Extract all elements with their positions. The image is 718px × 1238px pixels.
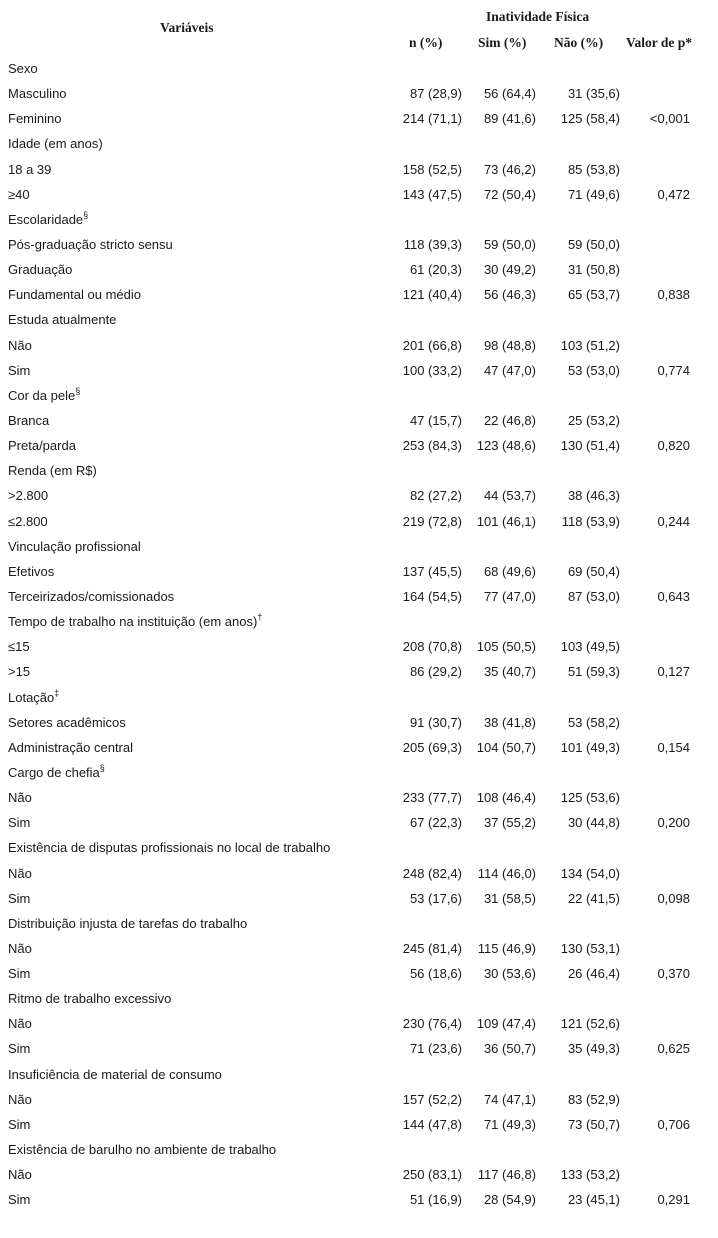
- nao-cell: 38 (46,3): [567, 488, 620, 504]
- nao-cell: 133 (53,2): [560, 1167, 620, 1183]
- n-cell: 82 (27,2): [409, 488, 462, 504]
- section-title: [0, 534, 384, 559]
- section-title: [0, 207, 384, 232]
- sim-cell: 38 (41,8): [483, 714, 536, 730]
- section-row: [0, 534, 718, 559]
- section-title: [0, 609, 384, 634]
- sim-cell: 30 (53,6): [483, 966, 536, 982]
- table-row: [0, 1036, 718, 1061]
- p-value-cell: [620, 1162, 690, 1187]
- section-title-text: Renda (em R$): [8, 463, 97, 479]
- footnote-mark: §: [99, 762, 105, 773]
- sim-cell: 115 (46,9): [477, 940, 536, 956]
- p-value-cell: 0,625: [657, 1041, 690, 1057]
- physical-inactivity-header: Inatividade Física: [486, 9, 590, 24]
- table-row: [0, 232, 718, 257]
- row-label: Não: [8, 1016, 32, 1032]
- section-title: [0, 383, 384, 408]
- section-row: [0, 1137, 718, 1162]
- table-row: [0, 1162, 718, 1187]
- section-row: [0, 986, 718, 1011]
- p-value-cell: [620, 483, 690, 508]
- table-row: [0, 1087, 718, 1112]
- n-cell: 233 (77,7): [402, 790, 462, 806]
- section-row: [0, 835, 718, 860]
- sim-cell: 114 (46,0): [477, 865, 536, 881]
- section-row: [0, 383, 718, 408]
- p-value-cell: 0,838: [657, 287, 690, 303]
- section-title: [0, 1062, 384, 1087]
- section-row: [0, 307, 718, 332]
- nao-cell: 118 (53,9): [561, 513, 620, 529]
- n-cell: 144 (47,8): [402, 1116, 462, 1132]
- n-cell: 157 (52,2): [402, 1091, 462, 1107]
- nao-cell: 69 (50,4): [567, 563, 620, 579]
- table-row: [0, 182, 718, 207]
- section-title: [0, 685, 384, 710]
- table-row: [0, 257, 718, 282]
- table-row: [0, 1011, 718, 1036]
- p-value-cell: 0,291: [657, 1192, 690, 1208]
- p-value-cell: [620, 710, 690, 735]
- p-value-cell: [620, 232, 690, 257]
- n-cell: 47 (15,7): [409, 412, 462, 428]
- sim-cell: 28 (54,9): [483, 1192, 536, 1208]
- footnote-mark: ‡: [54, 687, 60, 698]
- section-title: [0, 131, 384, 156]
- section-title: [0, 760, 384, 785]
- table-row: [0, 810, 718, 835]
- n-cell: 214 (71,1): [402, 111, 462, 127]
- section-row: [0, 685, 718, 710]
- p-value-cell: 0,774: [657, 362, 690, 378]
- p-value-cell: [620, 559, 690, 584]
- n-cell: 56 (18,6): [409, 966, 462, 982]
- sim-cell: 101 (46,1): [476, 513, 536, 529]
- section-title-text: Lotação: [8, 689, 55, 705]
- section-title-text: Cor da pele: [8, 387, 76, 403]
- section-title-text: Distribuição injusta de tarefas do trabalho: [8, 915, 248, 931]
- n-cell: 61 (20,3): [409, 262, 462, 278]
- p-value-cell: [620, 408, 690, 433]
- sim-cell: 30 (49,2): [483, 262, 536, 278]
- sim-cell: 117 (46,8): [477, 1167, 536, 1183]
- section-title: [0, 835, 384, 860]
- p-value-cell: 0,244: [657, 513, 690, 529]
- n-cell: 158 (52,5): [402, 161, 462, 177]
- n-cell: 137 (45,5): [402, 563, 462, 579]
- section-title-text: Existência de barulho no ambiente de trabalho: [8, 1142, 277, 1158]
- table-header: [0, 0, 718, 56]
- p-value-cell: [620, 333, 690, 358]
- row-label: Graduação: [8, 262, 73, 278]
- row-label: ≥40: [8, 186, 30, 202]
- table-body: [0, 56, 718, 1212]
- table-row: [0, 659, 718, 684]
- p-value-cell: 0,154: [657, 739, 690, 755]
- table-row: [0, 509, 718, 534]
- n-cell: 230 (76,4): [402, 1016, 462, 1032]
- row-label: Sim: [8, 362, 31, 378]
- nao-cell: 73 (50,7): [567, 1116, 620, 1132]
- row-label: Não: [8, 1167, 32, 1183]
- footnote-mark: †: [257, 612, 263, 623]
- row-label: Sim: [8, 966, 31, 982]
- table-row: [0, 861, 718, 886]
- nao-cell: 125 (58,4): [560, 111, 620, 127]
- n-cell: 67 (22,3): [409, 815, 462, 831]
- section-title-text: Existência de disputas profissionais no local de trabalho: [8, 840, 331, 856]
- sim-cell: 123 (48,6): [476, 438, 536, 454]
- footnote-mark: §: [75, 385, 81, 396]
- n-cell: 143 (47,5): [402, 186, 462, 202]
- table-row: [0, 735, 718, 760]
- nao-cell: 134 (54,0): [560, 865, 620, 881]
- sim-cell: 108 (46,4): [476, 790, 536, 806]
- p-value-cell: 0,098: [657, 890, 690, 906]
- n-cell: 248 (82,4): [402, 865, 462, 881]
- sim-cell: 89 (41,6): [483, 111, 536, 127]
- sim-cell: 44 (53,7): [483, 488, 536, 504]
- n-cell: 245 (81,4): [402, 940, 462, 956]
- row-label: Sim: [8, 815, 31, 831]
- p-value-cell: [620, 257, 690, 282]
- table-row: [0, 936, 718, 961]
- sim-cell: 59 (50,0): [483, 236, 536, 252]
- row-label: ≤2.800: [8, 513, 48, 529]
- sim-cell: 73 (46,2): [483, 161, 536, 177]
- row-label: ≤15: [8, 639, 30, 655]
- p-value-cell: 0,643: [657, 588, 690, 604]
- n-cell: 118 (39,3): [403, 236, 462, 252]
- row-label: Feminino: [8, 111, 62, 127]
- nao-cell: 35 (49,3): [567, 1041, 620, 1057]
- section-title: [0, 56, 384, 81]
- nao-cell: 125 (53,6): [560, 790, 620, 806]
- table-row: [0, 333, 718, 358]
- row-label: Pós-graduação stricto sensu: [8, 236, 173, 252]
- table-row: [0, 106, 718, 131]
- n-cell: 53 (17,6): [409, 890, 462, 906]
- row-label: Sim: [8, 1116, 31, 1132]
- p-value-cell: 0,820: [657, 438, 690, 454]
- nao-cell: 130 (53,1): [560, 940, 620, 956]
- p-value-cell: 0,706: [657, 1116, 690, 1132]
- sim-cell: 98 (48,8): [483, 337, 536, 353]
- sim-cell: 56 (46,3): [483, 287, 536, 303]
- n-cell: 205 (69,3): [402, 739, 462, 755]
- n-percent-header: n (%): [409, 35, 443, 50]
- row-label: Não: [8, 940, 32, 956]
- sim-cell: 71 (49,3): [483, 1116, 536, 1132]
- nao-cell: 30 (44,8): [567, 815, 620, 831]
- n-cell: 86 (29,2): [409, 664, 462, 680]
- nao-cell: 22 (41,5): [567, 890, 620, 906]
- row-label: Não: [8, 790, 32, 806]
- section-title-text: Vinculação profissional: [8, 538, 141, 554]
- row-label: Sim: [8, 1192, 31, 1208]
- section-row: [0, 760, 718, 785]
- n-cell: 219 (72,8): [402, 513, 462, 529]
- sim-cell: 105 (50,5): [476, 639, 536, 655]
- table-row: [0, 81, 718, 106]
- p-value-cell: <0,001: [649, 111, 690, 127]
- sim-cell: 109 (47,4): [476, 1016, 536, 1032]
- n-cell: 71 (23,6): [409, 1041, 462, 1057]
- section-title: [0, 1137, 384, 1162]
- section-row: [0, 911, 718, 936]
- nao-cell: 121 (52,6): [560, 1016, 620, 1032]
- row-label: Preta/parda: [8, 438, 76, 454]
- nao-cell: 103 (49,5): [560, 639, 620, 655]
- table-row: [0, 358, 718, 383]
- nao-cell: 25 (53,2): [567, 412, 620, 428]
- table-row: [0, 559, 718, 584]
- row-label: Não: [8, 865, 32, 881]
- sim-cell: 35 (40,7): [483, 664, 536, 680]
- section-row: [0, 131, 718, 156]
- row-label: Sim: [8, 890, 31, 906]
- n-cell: 87 (28,9): [409, 86, 462, 102]
- n-cell: 253 (84,3): [402, 438, 462, 454]
- nao-cell: 26 (46,4): [567, 966, 620, 982]
- table-row: [0, 584, 718, 609]
- section-row: [0, 207, 718, 232]
- nao-cell: 71 (49,6): [567, 186, 620, 202]
- table-row: [0, 483, 718, 508]
- section-row: [0, 458, 718, 483]
- n-cell: 201 (66,8): [402, 337, 462, 353]
- p-value-cell: 0,370: [657, 966, 690, 982]
- row-label: Não: [8, 337, 32, 353]
- n-cell: 121 (40,4): [402, 287, 462, 303]
- n-cell: 164 (54,5): [402, 588, 462, 604]
- table-row: [0, 785, 718, 810]
- nao-cell: 53 (58,2): [567, 714, 620, 730]
- n-cell: 250 (83,1): [402, 1167, 462, 1183]
- sim-cell: 36 (50,7): [483, 1041, 536, 1057]
- sim-cell: 56 (64,4): [483, 86, 536, 102]
- nao-cell: 130 (51,4): [560, 438, 620, 454]
- nao-cell: 65 (53,7): [567, 287, 620, 303]
- nao-cell: 85 (53,8): [567, 161, 620, 177]
- sim-cell: 37 (55,2): [483, 815, 536, 831]
- nao-cell: 59 (50,0): [567, 236, 620, 252]
- n-cell: 51 (16,9): [409, 1192, 462, 1208]
- table-row: [0, 1187, 718, 1212]
- table-row: [0, 961, 718, 986]
- table-row: [0, 710, 718, 735]
- row-label: >2.800: [8, 488, 49, 504]
- row-label: Não: [8, 1091, 32, 1107]
- nao-cell: 31 (35,6): [567, 86, 620, 102]
- p-value-cell: 0,127: [657, 664, 690, 680]
- section-title-text: Sexo: [8, 61, 38, 76]
- p-value-cell: 0,472: [657, 186, 690, 202]
- nao-cell: 101 (49,3): [560, 739, 620, 755]
- row-label: >15: [8, 664, 31, 680]
- section-title: [0, 307, 384, 332]
- table-row: [0, 886, 718, 911]
- section-row: [0, 56, 718, 81]
- row-label: Terceirizados/comissionados: [8, 588, 175, 604]
- sim-cell: 104 (50,7): [476, 739, 536, 755]
- table-row: [0, 408, 718, 433]
- nao-cell: 31 (50,8): [567, 262, 620, 278]
- p-value-cell: [620, 936, 690, 961]
- sim-cell: 77 (47,0): [483, 588, 536, 604]
- section-title-text: Insuficiência de material de consumo: [8, 1066, 222, 1082]
- table-row: [0, 282, 718, 307]
- p-value-cell: [620, 81, 690, 106]
- sim-cell: 47 (47,0): [483, 362, 536, 378]
- section-row: [0, 609, 718, 634]
- sim-cell: 72 (50,4): [483, 186, 536, 202]
- section-title-text: Ritmo de trabalho excessivo: [8, 991, 172, 1007]
- section-title-text: Tempo de trabalho na instituição (em anos): [8, 614, 258, 630]
- p-value-cell: 0,200: [657, 815, 690, 831]
- row-label: Masculino: [8, 86, 67, 102]
- p-value-cell: [620, 1087, 690, 1112]
- row-label: 18 a 39: [8, 161, 52, 177]
- row-label: Branca: [8, 412, 50, 428]
- sim-cell: 22 (46,8): [483, 412, 536, 428]
- row-label: Setores acadêmicos: [8, 714, 126, 730]
- sim-cell: 31 (58,5): [483, 890, 536, 906]
- nao-cell: 23 (45,1): [567, 1192, 620, 1208]
- n-cell: 91 (30,7): [409, 714, 462, 730]
- p-value-cell: [620, 634, 690, 659]
- p-value-cell: [620, 157, 690, 182]
- p-value-cell: [620, 861, 690, 886]
- table-row: [0, 634, 718, 659]
- nao-cell: 87 (53,0): [567, 588, 620, 604]
- nao-cell: 53 (53,0): [567, 362, 620, 378]
- nao-cell: 103 (51,2): [560, 337, 620, 353]
- section-title: [0, 911, 384, 936]
- section-title-text: Estuda atualmente: [8, 312, 117, 328]
- row-label: Efetivos: [8, 563, 55, 579]
- row-label: Administração central: [8, 739, 133, 755]
- table-row: [0, 157, 718, 182]
- section-title: [0, 458, 384, 483]
- table-row: [0, 433, 718, 458]
- sim-percent-header: Sim (%): [478, 35, 527, 50]
- p-value-cell: [620, 785, 690, 810]
- row-label: Fundamental ou médio: [8, 287, 141, 303]
- p-value-header: Valor de p*: [626, 35, 693, 50]
- n-cell: 100 (33,2): [402, 362, 462, 378]
- section-row: [0, 1062, 718, 1087]
- sim-cell: 74 (47,1): [483, 1091, 536, 1107]
- section-title-text: Cargo de chefia: [8, 764, 100, 780]
- variables-header: Variáveis: [160, 20, 214, 35]
- n-cell: 208 (70,8): [402, 639, 462, 655]
- section-title-text: Idade (em anos): [8, 136, 103, 152]
- footnote-mark: §: [83, 209, 89, 220]
- table-row: [0, 1112, 718, 1137]
- sim-cell: 68 (49,6): [483, 563, 536, 579]
- section-title: [0, 986, 384, 1011]
- nao-percent-header: Não (%): [554, 35, 604, 50]
- p-value-cell: [620, 1011, 690, 1036]
- nao-cell: 51 (59,3): [567, 664, 620, 680]
- nao-cell: 83 (52,9): [567, 1091, 620, 1107]
- section-title-text: Escolaridade: [8, 211, 84, 227]
- row-label: Sim: [8, 1041, 31, 1057]
